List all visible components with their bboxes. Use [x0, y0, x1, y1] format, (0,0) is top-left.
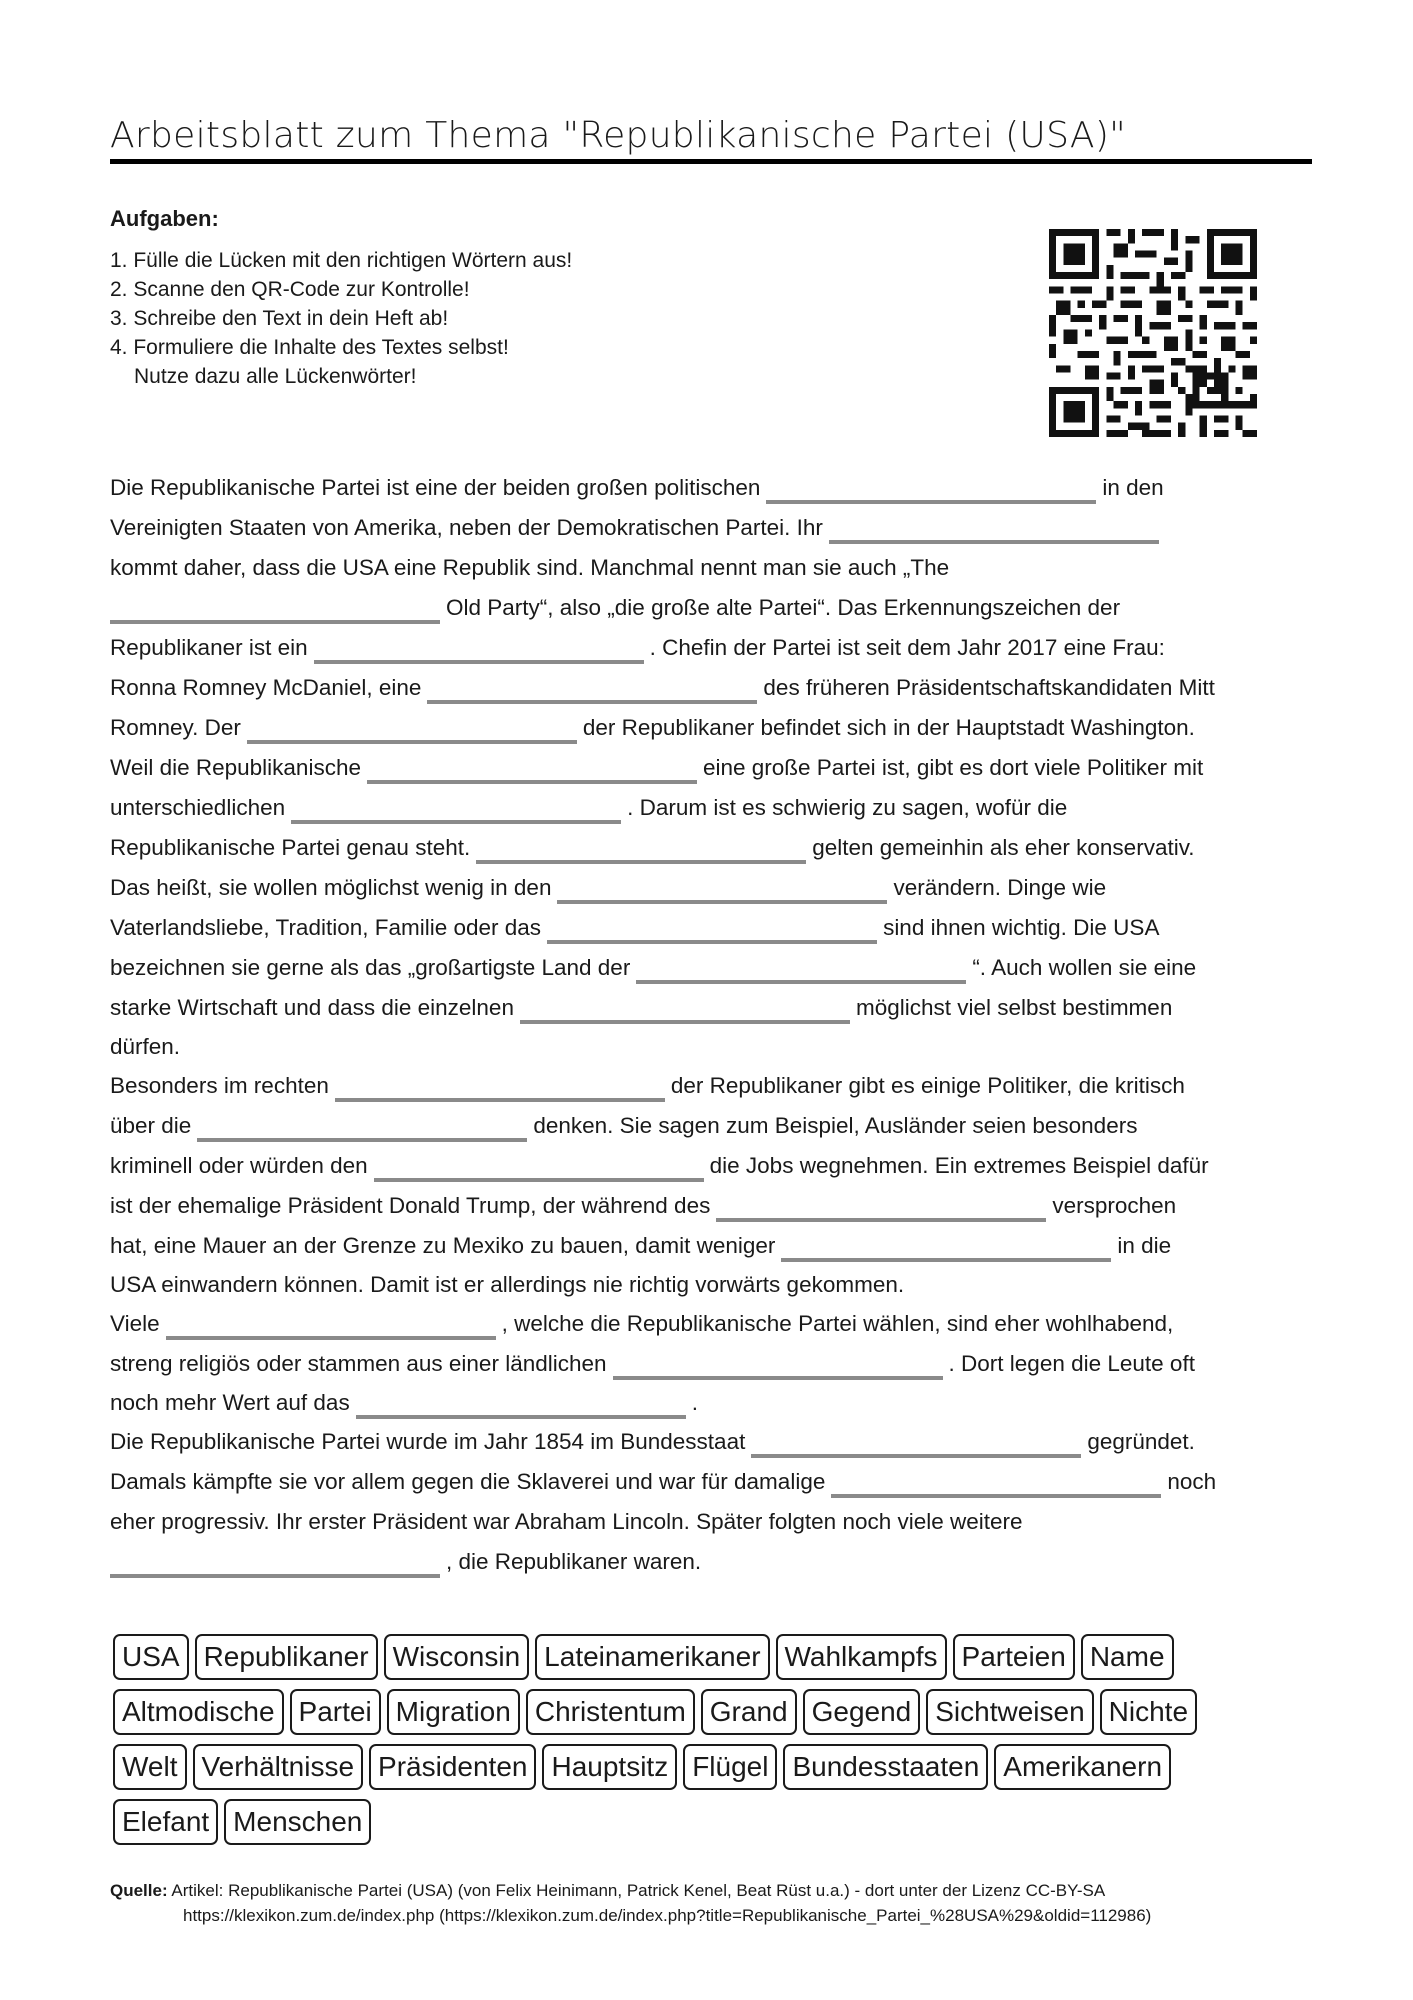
- blank-field[interactable]: [781, 1258, 1111, 1262]
- word-chip[interactable]: Elefant: [113, 1799, 218, 1845]
- word-chip[interactable]: Lateinamerikaner: [535, 1634, 769, 1680]
- word-chip[interactable]: Bundesstaaten: [783, 1744, 988, 1790]
- word-chip[interactable]: Parteien: [953, 1634, 1075, 1680]
- text-line: Die Republikanische Partei wurde im Jahr 1854 im Bundesstaat gegründet.: [110, 1422, 1320, 1462]
- cloze-text: [110, 468, 1320, 1582]
- text-line: Old Party“, also „die große alte Partei“. Das Erkennungszeichen der: [110, 588, 1320, 628]
- word-chip[interactable]: Christentum: [526, 1689, 695, 1735]
- word-chip[interactable]: Sichtweisen: [926, 1689, 1093, 1735]
- text-line: Romney. Der der Republikaner befindet sich in der Hauptstadt Washington.: [110, 708, 1320, 748]
- text-line: USA einwandern können. Damit ist er allerdings nie richtig vorwärts gekommen.: [110, 1272, 905, 1297]
- text-line: bezeichnen sie gerne als das „großartigste Land der “. Auch wollen sie eine: [110, 948, 1320, 988]
- text-line: Vereinigten Staaten von Amerika, neben der Demokratischen Partei. Ihr: [110, 508, 1320, 548]
- word-chip[interactable]: Republikaner: [195, 1634, 378, 1680]
- blank-field[interactable]: [314, 660, 644, 664]
- text-line: Damals kämpfte sie vor allem gegen die Sklaverei und war für damalige noch: [110, 1462, 1320, 1502]
- blank-field[interactable]: [829, 540, 1159, 544]
- tasks-heading: Aufgaben:: [110, 206, 219, 231]
- title-underline: [110, 159, 1312, 164]
- text-line: Republikaner ist ein . Chefin der Partei ist seit dem Jahr 2017 eine Frau:: [110, 628, 1320, 668]
- task-item: 4. Formuliere die Inhalte des Textes selbst!: [110, 336, 509, 359]
- text-line: dürfen.: [110, 1034, 181, 1059]
- blank-field[interactable]: [716, 1218, 1046, 1222]
- word-chip[interactable]: Migration: [387, 1689, 520, 1735]
- blank-field[interactable]: [247, 740, 577, 744]
- task-list: [110, 246, 572, 391]
- word-bank-row: [113, 1634, 1313, 1689]
- word-chip[interactable]: Altmodische: [113, 1689, 284, 1735]
- source-text: Artikel: Republikanische Partei (USA) (von Felix Heinimann, Patrick Kenel, Beat Rüst u.a.) - dort unter der Lizenz CC-BY-SA: [171, 1881, 1106, 1900]
- source-label: Quelle:: [110, 1881, 168, 1900]
- blank-field[interactable]: [557, 900, 887, 904]
- text-line: Die Republikanische Partei ist eine der beiden großen politischen in den: [110, 468, 1320, 508]
- text-line: Vaterlandsliebe, Tradition, Familie oder das sind ihnen wichtig. Die USA: [110, 908, 1320, 948]
- word-chip[interactable]: Nichte: [1100, 1689, 1197, 1735]
- text-line: hat, eine Mauer an der Grenze zu Mexiko zu bauen, damit weniger in die: [110, 1226, 1320, 1266]
- blank-field[interactable]: [197, 1138, 527, 1142]
- word-chip[interactable]: Flügel: [683, 1744, 777, 1790]
- page-title: Arbeitsblatt zum Thema "Republikanische Partei (USA)": [110, 115, 1127, 156]
- text-line: kriminell oder würden den die Jobs wegnehmen. Ein extremes Beispiel dafür: [110, 1146, 1320, 1186]
- word-chip[interactable]: USA: [113, 1634, 189, 1680]
- blank-field[interactable]: [520, 1020, 850, 1024]
- word-chip[interactable]: Menschen: [224, 1799, 371, 1845]
- word-chip[interactable]: Verhältnisse: [193, 1744, 364, 1790]
- qr-code-icon[interactable]: [1049, 229, 1257, 437]
- word-chip[interactable]: Hauptsitz: [542, 1744, 677, 1790]
- text-line: eher progressiv. Ihr erster Präsident war Abraham Lincoln. Später folgten noch viele weitere: [110, 1509, 1023, 1534]
- source-url[interactable]: https://klexikon.zum.de/index.php (https://klexikon.zum.de/index.php?title=Republikanische_Partei_%28USA%29&oldid=112986): [183, 1906, 1152, 1925]
- text-line: Besonders im rechten der Republikaner gibt es einige Politiker, die kritisch: [110, 1066, 1320, 1106]
- word-chip[interactable]: Name: [1081, 1634, 1174, 1680]
- task-item: 2. Scanne den QR-Code zur Kontrolle!: [110, 278, 470, 301]
- blank-field[interactable]: [374, 1178, 704, 1182]
- task-item: 3. Schreibe den Text in dein Heft ab!: [110, 307, 449, 330]
- word-chip[interactable]: Amerikanern: [994, 1744, 1171, 1790]
- word-chip[interactable]: Partei: [290, 1689, 381, 1735]
- word-chip[interactable]: Grand: [701, 1689, 797, 1735]
- word-chip[interactable]: Welt: [113, 1744, 187, 1790]
- blank-field[interactable]: [335, 1098, 665, 1102]
- task-item: Nutze dazu alle Lückenwörter!: [134, 365, 417, 388]
- blank-field[interactable]: [291, 820, 621, 824]
- text-line: Weil die Republikanische eine große Partei ist, gibt es dort viele Politiker mit: [110, 748, 1320, 788]
- blank-field[interactable]: [831, 1494, 1161, 1498]
- blank-field[interactable]: [110, 1574, 440, 1578]
- blank-field[interactable]: [166, 1336, 496, 1340]
- text-line: kommt daher, dass die USA eine Republik sind. Manchmal nennt man sie auch „The: [110, 555, 950, 580]
- blank-field[interactable]: [766, 500, 1096, 504]
- text-line: streng religiös oder stammen aus einer ländlichen . Dort legen die Leute oft: [110, 1344, 1320, 1384]
- word-chip[interactable]: Präsidenten: [369, 1744, 536, 1790]
- text-line: Ronna Romney McDaniel, eine des früheren Präsidentschaftskandidaten Mitt: [110, 668, 1320, 708]
- word-bank-row: [113, 1799, 1313, 1854]
- source-citation: [110, 1878, 1151, 1928]
- word-chip[interactable]: Wisconsin: [384, 1634, 530, 1680]
- text-line: , die Republikaner waren.: [110, 1542, 1320, 1582]
- blank-field[interactable]: [547, 940, 877, 944]
- blank-field[interactable]: [476, 860, 806, 864]
- blank-field[interactable]: [636, 980, 966, 984]
- task-item: 1. Fülle die Lücken mit den richtigen Wörtern aus!: [110, 249, 573, 272]
- word-bank-row: [113, 1744, 1313, 1799]
- blank-field[interactable]: [427, 700, 757, 704]
- text-line: starke Wirtschaft und dass die einzelnen möglichst viel selbst bestimmen: [110, 988, 1320, 1028]
- blank-field[interactable]: [110, 620, 440, 624]
- blank-field[interactable]: [613, 1376, 943, 1380]
- text-line: ist der ehemalige Präsident Donald Trump, der während des versprochen: [110, 1186, 1320, 1226]
- blank-field[interactable]: [751, 1454, 1081, 1458]
- word-bank: [113, 1634, 1313, 1854]
- blank-field[interactable]: [356, 1415, 686, 1419]
- word-bank-row: [113, 1689, 1313, 1744]
- text-line: Republikanische Partei genau steht. gelten gemeinhin als eher konservativ.: [110, 828, 1320, 868]
- word-chip[interactable]: Gegend: [803, 1689, 921, 1735]
- text-line: Das heißt, sie wollen möglichst wenig in den verändern. Dinge wie: [110, 868, 1320, 908]
- text-line: über die denken. Sie sagen zum Beispiel, Ausländer seien besonders: [110, 1106, 1320, 1146]
- word-chip[interactable]: Wahlkampfs: [776, 1634, 947, 1680]
- text-line: Viele , welche die Republikanische Partei wählen, sind eher wohlhabend,: [110, 1304, 1320, 1344]
- blank-field[interactable]: [367, 780, 697, 784]
- text-line: noch mehr Wert auf das .: [110, 1384, 1320, 1422]
- text-line: unterschiedlichen . Darum ist es schwierig zu sagen, wofür die: [110, 788, 1320, 828]
